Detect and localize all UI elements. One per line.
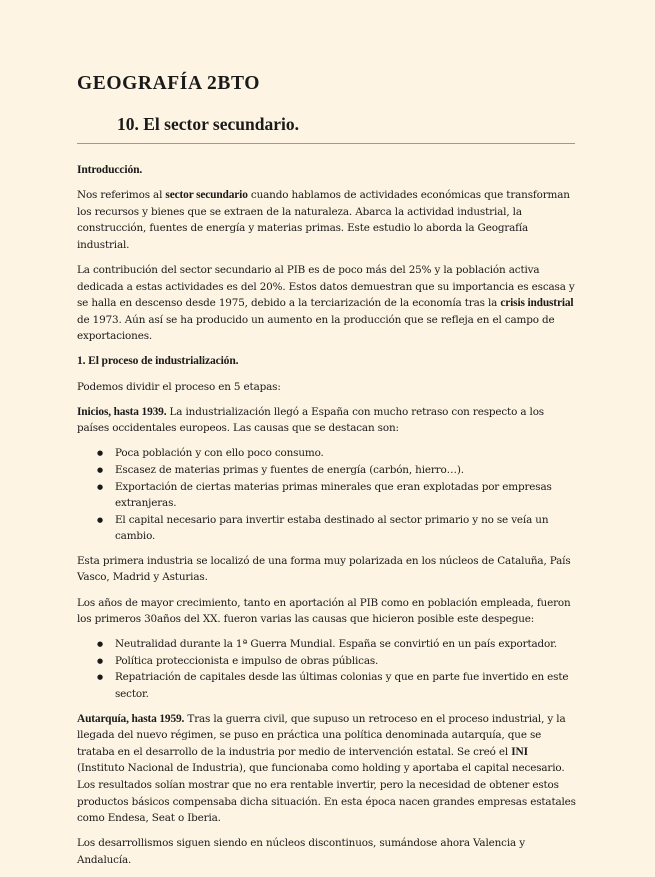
intro-paragraph-2 (77, 262, 577, 345)
text-run: (Instituto Nacional de Industria), que funcionaba como holding y aportaba el capital necesario. Los resultados solían mostrar que no era rentable invertir, pero la necesidad de obtener estos productos básicos compensaba dicha situación. En esta época nacen grandes empresas estatales como Endesa, Seat o Iberia. (77, 762, 576, 825)
section-1-heading: 1. El proceso de industrialización. (77, 354, 239, 368)
stage-label: Autarquía, hasta 1959. (77, 712, 185, 725)
bold-term: sector secundario (165, 189, 248, 202)
text-run: cuando hablamos de actividades económicas que transforman los recursos y bienes que se extraen de la naturaleza. Abarca la actividad industrial, la construcción, fuentes de energía y materias primas. Este estudio lo aborda la Geografía industrial. (77, 189, 570, 251)
reasons-list (77, 636, 577, 702)
intro-heading: Introducción. (77, 163, 143, 176)
intro-paragraph-1 (77, 187, 577, 253)
text-run: La industrialización llegó a España con mucho retraso con respecto a los países occidentales europeos. Las causas que se destacan son: (77, 405, 544, 435)
growth-paragraph: Los años de mayor crecimiento, tanto en aportación al PIB como en población empleada, fueron los primeros 30años del XX. fueron varias las causas que hicieron posible este despegue: (77, 596, 571, 626)
list-item: ● Poca población y con ello poco consumo. (77, 445, 577, 462)
text-run: Nos referimos al (77, 189, 166, 202)
text-run: La contribución del sector secundario al PIB es de poco más del 25% y la población activa dedicada a estas actividades es del 20%. Estos datos demuestran que su importancia es escasa y se halla en descenso desde 1975, debido a la terciarización de la economía tras la (77, 263, 575, 310)
section-1-intro: Podemos dividir el proceso en 5 etapas: (77, 380, 281, 393)
title-divider (77, 143, 575, 144)
document-subtitle: 10. El sector secundario. (117, 114, 299, 134)
list-item: ● El capital necesario para invertir estaba destinado al sector primario y no se veía un cambio. (77, 512, 577, 545)
stage-1-paragraph (77, 404, 577, 437)
stage-label: Inicios, hasta 1939. (77, 405, 167, 418)
document-title: GEOGRAFÍA 2BTO (77, 73, 261, 94)
list-item: ● Neutralidad durante la 1ª Guerra Mundial. España se convirtió en un país exportador. (77, 636, 577, 653)
list-item: ● Escasez de materias primas y fuentes de energía (carbón, hierro…). (77, 462, 577, 479)
polarized-industry-paragraph: Esta primera industria se localizó de una forma muy polarizada en los núcleos de Cataluña, País Vasco, Madrid y Asturias. (77, 554, 571, 584)
bold-term: INI (511, 745, 528, 758)
stage-2-paragraph (77, 711, 577, 827)
causes-list (77, 445, 577, 545)
list-item: ● Política proteccionista e impulso de obras públicas. (77, 653, 577, 670)
list-item: ● Exportación de ciertas materias primas minerales que eran explotadas por empresas extranjeras. (77, 479, 577, 512)
text-run: de 1973. Aún así se ha producido un aumento en la producción que se refleja en el campo de exportaciones. (77, 313, 555, 343)
list-item: ● Repatriación de capitales desde las últimas colonias y que en parte fue invertido en este sector. (77, 669, 577, 702)
bold-term: crisis industrial (500, 297, 574, 310)
final-paragraph: Los desarrollismos siguen siendo en núcleos discontinuos, sumándose ahora Valencia y Andalucía. (77, 837, 525, 866)
document-body (77, 162, 577, 877)
text-run: Tras la guerra civil, que supuso un retroceso en el proceso industrial, y la llegada del nuevo régimen, se puso en práctica una política denominada autarquía, que se trataba en el desarrollo de la industria por medio de intervención estatal. Se creó el (77, 712, 566, 758)
